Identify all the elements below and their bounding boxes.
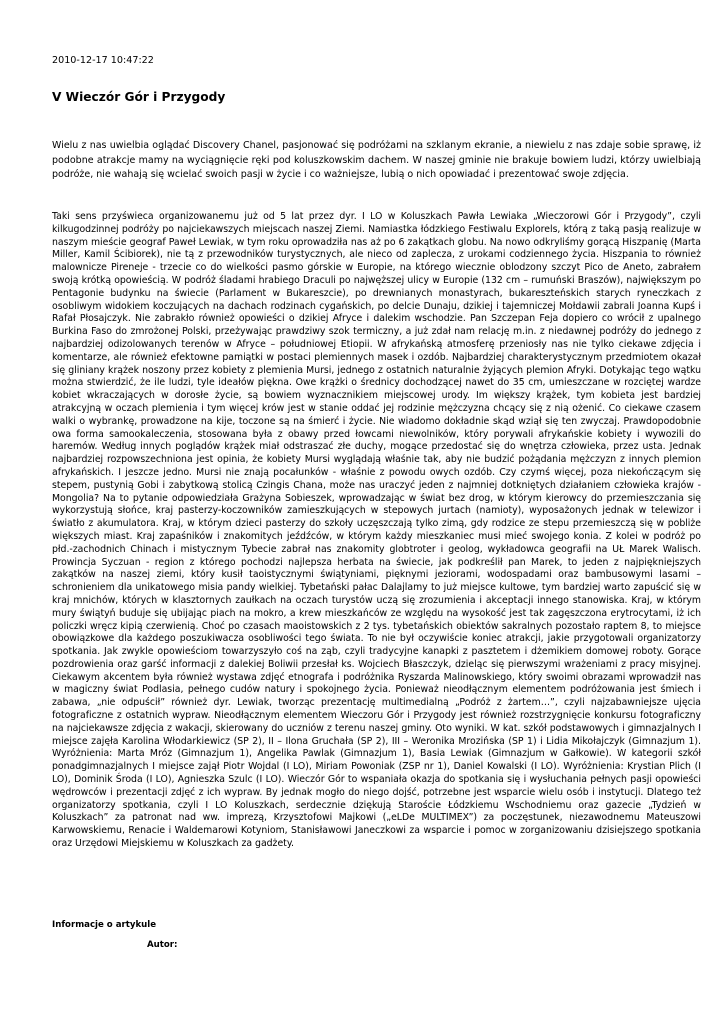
- article-timestamp: 2010-12-17 10:47:22: [52, 55, 154, 66]
- article-lead: Wielu z nas uwielbia oglądać Discovery Chanel, pasjonować się podróżami na szklanym ekranie, a niewielu z nas zdaje sobie sprawę, iż podobne atrakcje mamy na wyciągnięcie ręki pod koluszkowskim dachem. W naszej gminie nie brakuje bowiem ludzi, którzy uwielbiają podróże, nie wahają się wcielać swoich pasji w życie i co ważniejsze, lubią o nich opowiadać i prezentować swoje zdjęcia.: [52, 140, 701, 181]
- article-info-heading: Informacje o artykule: [52, 920, 157, 930]
- author-label: Autor:: [147, 940, 178, 950]
- article-title: V Wieczór Gór i Przygody: [52, 90, 226, 104]
- article-body: Taki sens przyświeca organizowanemu już od 5 lat przez dyr. I LO w Koluszkach Pawła Lewiaka „Wieczorowi Gór i Przygody”, czyli kilkugodzinnej podróży po najciekawszych miejscach naszej Ziemi. Namiastka łódzkiego Festiwalu Explorels, którą z taką pasją realizuje w naszym mieście geograf Paweł Lewiak, w tym roku oprowadziła nas aż po 6 zakątkach globu. Na nowo odkryliśmy gorącą Hiszpanię (Marta Miller, Kamil Ścibiorek), nie tą z przewodników turystycznych, ale nieco od zaplecza, z urokami codziennego życia. Hiszpania to również malownicze Pireneje - trzecie co do wielkości pasmo górskie w Europie, na którego wiecznie oblodzony szczyt Pico de Aneto, zabrałem swoją krótką opowieścią. W podróż śladami hrabiego Draculi po najwęższej ulicy w Europie (132 cm – rumuński Braszów), największym po Pentagonie budynku na świecie (Parlament w Bukareszcie), po drewnianych monastyrach, bukareszteńskich starych ryneczkach z osobliwym widokiem koczujących na dachach rodzinach cygańskich, po delcie Dunaju, dzikiej i tajemniczej Mołdawii zabrali Joanna Kupś i Rafał Płosajczyk. Nie zabrakło również opowieści o dzikiej Afryce i dalekim wschodzie. Pan Szczepan Feja dopiero co wrócił z upalnego Burkina Faso do zmrożonej Polski, przeżywając prawdziwy szok termiczny, a już zdał nam relację m.in. z niedawnej podróży do jednego z najbardziej odizolowanych terenów w Afryce – południowej Etiopii. W afrykańską atmosferę przeniosły nas nie tylko ciekawe zdjęcia i komentarze, ale również efektowne pamiątki w postaci plemiennych masek i ozdób. Najbardziej charakterystycznym przedmiotem okazał się gliniany krążek noszony przez kobiety z plemienia Mursi, jednego z ostatnich naturalnie żyjących plemion Afryki. Dotykając tego wątku można stwierdzić, że ile ludzi, tyle ideałów piękna. Owe krążki o średnicy dochodzącej nawet do 35 cm, umieszczane w rozciętej wardze kobiet wkraczających w dorosłe życie, są bowiem wyznacznikiem miejscowej urody. Im większy krążek, tym kobieta jest bardziej atrakcyjną w oczach plemienia i tym więcej krów jest w stanie oddać jej rodzinie mężczyzna chcący się z nią ożenić. Co ciekawe czasem walki o wybrankę, prowadzone na kije, toczone są na śmierć i życie. Nie wiadomo dokładnie skąd wziął się ten zwyczaj. Prawdopodobnie owa forma samookaleczenia, stosowana była z obawy przed łowcami niewolników, który porywali afrykańskie kobiety i wywozili do haremów. Według innych poglądów krążek miał odstraszać złe duchy, mogące przedostać się do wnętrza człowieka, przez usta. Jednak najbardziej rozpowszechniona jest opinia, że kobiety Mursi wyglądają właśnie tak, aby nie budzić pożądania mężczyzn z innych plemion afrykańskich. I jeszcze jedno. Mursi nie znają pocałunków - właśnie z powodu owych ozdób. Czy czymś więcej, poza niekończącym się stepem, pustynią Gobi i zabytkową stolicą Czingis Chana, może nas uraczyć jeden z najmniej dotkniętych działaniem człowieka krajów - Mongolia? Na to pytanie odpowiedziała Grażyna Sobieszek, wprowadzając w świat bez drog, w którym kierowcy do przemieszczania się wykorzystują słońce, kraj pasterzy-koczowników zamieszkujących w stepowych jurtach (namioty), wyposażonych jednak w telewizor i światło z akumulatora. Kraj, w którym dzieci pasterzy do szkoły uczęszczają tylko zimą, gdy rodzice ze stepu przemieszczą się w pobliże większych miast. Kraj zapaśników i znakomitych jeźdźców, w którym każdy mieszkaniec musi mieć swojego konia. Z kolei w podróż po płd.-zachodnich Chinach i mistycznym Tybecie zabrał nas znakomity globtroter i geolog, wykładowca geografii na UŁ Marek Walisch. Prowincja Syczuan - region z którego pochodzi najlepsza herbata na świecie, jak podkreślił pan Marek, to jeden z najpiękniejszych zakątków na naszej ziemi, który kusił taoistycznymi świątyniami, pięknymi jeziorami, wodospadami oraz bambusowymi lasami – schronieniem dla unikatowego misia pandy wielkiej. Tybetański pałac Dalajlamy to już miejsce kultowe, tym bardziej warto zapuścić się w kraj mnichów, których w klasztornych zaułkach na oczach turystów uczą się zrozumienia i akceptacji innego stanowiska. Kraj, w którym mury świątyń buduje się ubijając piach na mokro, a krew mieszkańców ze względu na wysokość jest tak zagęszczona erytrocytami, iż ich policzki wręcz kipią czerwienią. Choć po czasach maoistowskich z 2 tys. tybetańskich obiektów sakralnych pozostało raptem 8, to miejsce obowiązkowe dla każdego poszukiwacza osobliwości tego świata. To nie był oczywiście koniec atrakcji, jakie przygotowali organizatorzy spotkania. Jak zwykle opowieściom towarzyszyło coś na ząb, czyli tradycyjne kanapki z pasztetem i dżemikiem domowej roboty. Gorące pozdrowienia oraz garść informacji z dalekiej Boliwii przesłał ks. Wojciech Błaszczyk, dzieląc się pierwszymi wrażeniami z pracy misyjnej. Ciekawym akcentem była również wystawa zdjęć etnografa i podróżnika Ryszarda Malinowskiego, który swoimi obrazami wprowadził nas w magiczny świat Podlasia, pełnego cudów natury i spokojnego życia. Ponieważ nieodłącznym elementem podróżowania jest śmiech i zabawa, „nie odpuścił” również dyr. Lewiak, tworząc prezentację multimedialną „Podróż z żartem…”, czyli najzabawniejsze ujęcia fotograficzne z ostatnich wypraw. Nieodłącznym elementem Wieczoru Gór i Przygody jest również rozstrzygnięcie konkursu fotograficzny na najciekawsze zdjęcia z wakacji, skierowany do uczniów z terenu naszej gminy. Oto wyniki. W kat. szkół podstawowych i gimnazjalnych I miejsce zajęła Karolina Włodarkiewicz (SP 2), II – Ilona Gruchała (SP 2), III – Weronika Mrozińska (SP 1) i Lidia Mikołajczyk (Gimnazjum 1). Wyróżnienia: Marta Mróz (Gimnazjum 1), Angelika Pawlak (Gimnazjum 1), Basia Lewiak (Gimnazjum w Gałkowie). W kategorii szkół ponadgimnazjalnych I miejsce zajął Piotr Wojdal (I LO), Miriam Powoniak (ZSP nr 1), Daniel Kowalski (I LO). Wyróżnienia: Krystian Plich (I LO), Dominik Środa (I LO), Agnieszka Szulc (I LO). Wieczór Gór to wspaniała okazja do spotkania się i wysłuchania pełnych pasji opowieści wędrowców i prezentacji zdjęć z ich wypraw. By jednak mogło do niego dojść, potrzebne jest wsparcie wielu osób i instytucji. Dlatego też organizatorzy spotkania, czyli I LO Koluszkach, serdecznie dziękują Staroście Łódzkiemu Wschodniemu oraz gazecie „Tydzień w Koluszkach” za patronat nad ww. imprezą, Krzysztofowi Majkowi („eLDe MULTIMEX”) za poczęstunek, niezawodnemu Mateuszowi Karwowskiemu, Renacie i Waldemarowi Kotyniom, Stanisławowi Janeczkowi za wsparcie i pomoc w zorganizowaniu dzisiejszego spotkania oraz Urzędowi Miejskiemu w Koluszkach za gadżety.: [52, 211, 701, 850]
